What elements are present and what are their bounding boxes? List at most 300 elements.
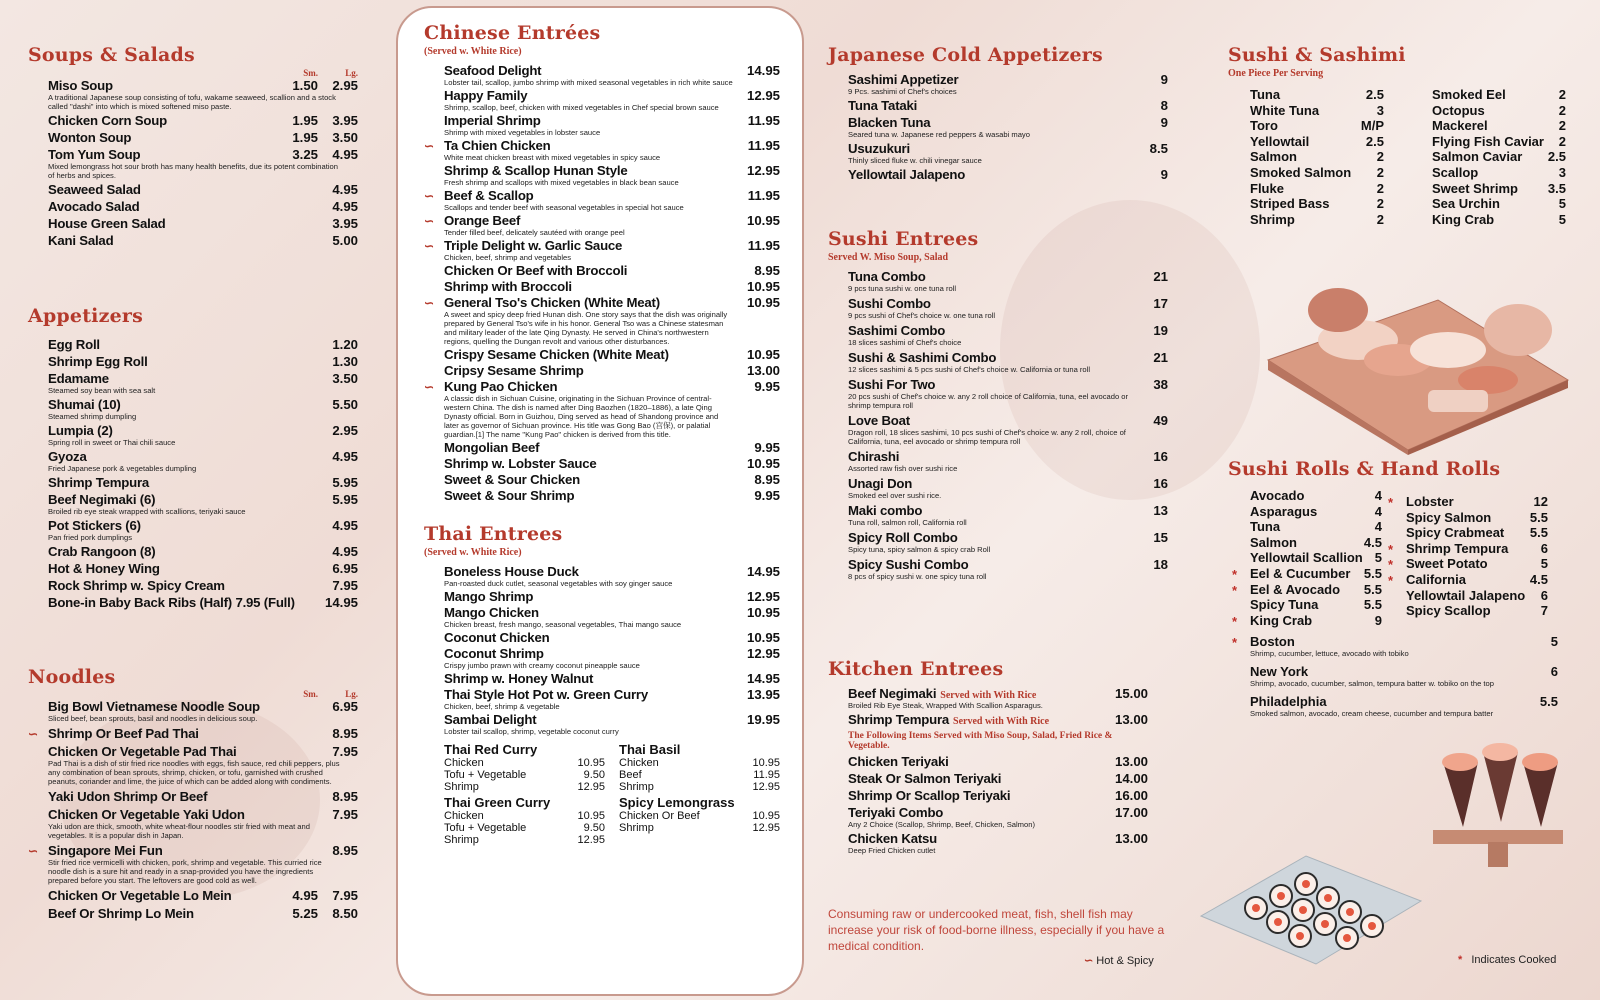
item-row	[444, 605, 780, 620]
grid-item-price: 2	[1376, 196, 1384, 212]
item-name: Sashimi Combo	[848, 323, 946, 338]
item-row	[444, 456, 780, 471]
grid-item	[1432, 118, 1566, 134]
hot-legend-label: Hot & Spicy	[1096, 955, 1154, 967]
item-description: Chicken, beef, shrimp & vegetable	[444, 702, 560, 711]
item-row	[48, 807, 358, 822]
item-row	[848, 323, 1168, 338]
sushi-platter-illustration	[1248, 240, 1578, 455]
item-name: Chirashi	[848, 449, 900, 464]
sub-item-price: 10.95	[752, 810, 780, 822]
item-description: 9 pcs sushi of Chef's choice w. one tuna roll	[848, 311, 996, 320]
price-large: 4.95	[332, 147, 358, 162]
menu-item	[28, 337, 358, 352]
menu-item	[424, 363, 780, 378]
sub-menu-row	[444, 810, 605, 822]
item-description: Pan-roasted duck cutlet, seasonal vegetables with soy ginger sauce	[444, 579, 673, 588]
item-row	[848, 413, 1168, 428]
item-row	[848, 296, 1168, 311]
grid-item-price: 3	[1558, 164, 1566, 180]
grid-item	[1250, 519, 1382, 535]
grid-item-price: 5.5	[1529, 525, 1548, 541]
item-row	[48, 744, 358, 759]
price-large: 7.95	[332, 807, 358, 822]
item-name: House Green Salad	[48, 216, 166, 231]
grid-item	[1432, 103, 1566, 119]
item-price: 14.95	[324, 595, 358, 610]
thai-sub-menu	[444, 742, 605, 793]
item-description: Deep Fried Chicken cutlet	[848, 846, 936, 855]
sub-item-name: Chicken	[619, 757, 659, 769]
price-small: 1.95	[292, 130, 318, 145]
grid-item	[1250, 87, 1384, 103]
sushi-sashimi-section	[1228, 44, 1568, 227]
grid-item	[1432, 149, 1566, 165]
grid-item-name: Eel & Avocado	[1250, 581, 1341, 597]
menu-item	[828, 686, 1148, 710]
item-name: Bone-in Baby Back Ribs (Half) 7.95 (Full)	[48, 595, 295, 610]
grid-item-price: 2	[1558, 118, 1566, 134]
grid-item	[1388, 571, 1548, 588]
grid-item-price: 5	[1374, 550, 1382, 566]
menu-item	[424, 63, 780, 87]
item-name: Shrimp Or Beef Pad Thai	[48, 726, 199, 741]
cooked-legend	[1458, 954, 1556, 966]
menu-item	[828, 350, 1168, 374]
special-roll-row	[1250, 694, 1558, 709]
item-description: Mixed lemongrass hot sour broth has many health benefits, due its potent combination of herbs and spices.	[48, 162, 338, 180]
menu-item	[28, 199, 358, 214]
item-row	[48, 544, 358, 559]
hot-spicy-icon: ∽	[28, 727, 39, 741]
item-price: 9.95	[754, 488, 780, 503]
special-roll-description: Smoked salmon, avocado, cream cheese, cucumber and tempura batter	[1250, 709, 1494, 719]
grid-item	[1232, 581, 1382, 598]
item-row	[48, 789, 358, 804]
grid-item-name: Lobster	[1406, 494, 1454, 509]
menu-item	[828, 167, 1168, 182]
grid-item	[1250, 103, 1384, 119]
hot-spicy-icon: ∽	[424, 380, 435, 394]
section-title: Kitchen Entrees	[828, 658, 1004, 680]
thai-sub-menu	[444, 795, 605, 846]
special-roll-price: 5	[1550, 634, 1558, 650]
item-price: 4.95	[332, 544, 358, 559]
sub-item-price: 11.95	[753, 769, 780, 781]
price-small: 3.25	[292, 147, 318, 162]
item-name: Pot Stickers (6)	[48, 518, 141, 533]
grid-item-name: Fluke	[1250, 180, 1284, 196]
item-name: Blacken Tuna	[848, 115, 931, 130]
item-price: 7.95	[332, 578, 358, 593]
item-name: Shrimp w. Lobster Sauce	[444, 456, 597, 471]
grid-item	[1250, 181, 1384, 197]
special-roll-row	[1250, 664, 1558, 679]
item-name: Shrimp w. Honey Walnut	[444, 671, 594, 686]
item-row	[848, 712, 1148, 727]
item-price: 16	[1153, 476, 1168, 491]
grid-item	[1406, 588, 1548, 604]
sub-item-name: Beef	[619, 769, 642, 781]
item-price: 9.95	[754, 379, 780, 394]
price-large: 3.95	[332, 216, 358, 231]
item-name: Hot & Honey Wing	[48, 561, 160, 576]
item-description: Sliced beef, bean sprouts, basil and noodles in delicious soup.	[48, 714, 258, 723]
sushi-entrees-section	[828, 228, 1168, 584]
item-price: 13.00	[1114, 754, 1148, 769]
special-roll-name: New York	[1250, 664, 1309, 680]
item-name: Mango Shrimp	[444, 589, 534, 604]
grid-item-name: Avocado	[1250, 488, 1305, 503]
item-row	[848, 503, 1168, 518]
menu-item	[28, 726, 358, 741]
item-row	[48, 233, 358, 248]
price-large: 5.00	[332, 233, 358, 248]
item-name: Beef Or Shrimp Lo Mein	[48, 906, 194, 921]
section-title: Thai Entrees	[424, 523, 563, 545]
grid-item-price: 5.5	[1363, 597, 1382, 613]
sub-item-price: 9.50	[583, 822, 605, 834]
grid-item-price: 5.5	[1363, 581, 1382, 597]
sub-menu-row	[619, 822, 780, 834]
item-description: Lobster tail scallop, shrimp, vegetable coconut curry	[444, 727, 619, 736]
rolls-right	[1388, 488, 1548, 628]
item-name: General Tso's Chicken (White Meat)	[444, 295, 660, 310]
item-name: Triple Delight w. Garlic Sauce	[444, 238, 623, 253]
item-description: Any 2 Choice (Scallop, Shrimp, Beef, Chicken, Salmon)	[848, 820, 1035, 829]
item-name: Edamame	[48, 371, 109, 386]
thai-sub-menus	[424, 742, 780, 846]
item-row	[444, 88, 780, 103]
item-name: Big Bowl Vietnamese Noodle Soup	[48, 699, 260, 714]
item-name: Teriyaki Combo	[848, 805, 944, 820]
sub-item-price: 12.95	[577, 781, 605, 793]
menu-item	[28, 744, 358, 786]
item-name: Avocado Salad	[48, 199, 140, 214]
item-name: Sushi Combo	[848, 296, 931, 311]
menu-item	[828, 712, 1148, 727]
grid-item	[1432, 196, 1566, 212]
soups-section	[28, 44, 358, 250]
menu-item	[28, 888, 358, 903]
menu-item	[828, 449, 1168, 473]
item-price: 13.00	[1114, 831, 1148, 846]
item-row	[48, 843, 358, 858]
item-name: Usuzukuri	[848, 141, 910, 156]
menu-item	[28, 113, 358, 128]
appetizers-list	[28, 337, 358, 610]
grid-item	[1250, 118, 1384, 134]
size-header	[28, 689, 358, 699]
item-row	[444, 687, 780, 702]
item-description: 8 pcs of spicy sushi w. one spicy tuna roll	[848, 572, 987, 581]
item-name: Sushi For Two	[848, 377, 936, 392]
price-large: 7.95	[332, 888, 358, 903]
grid-item	[1232, 612, 1382, 629]
item-row	[48, 337, 358, 352]
item-name: Sweet & Sour Shrimp	[444, 488, 575, 503]
hot-spicy-icon: ∽	[424, 214, 435, 228]
price-large: 3.50	[332, 130, 358, 145]
sub-menu-title: Thai Basil	[619, 742, 681, 757]
item-price: 13.00	[746, 363, 780, 378]
star-icon: *	[1232, 635, 1238, 651]
item-name: Chicken Or Vegetable Pad Thai	[48, 744, 237, 759]
sub-item-price: 10.95	[577, 810, 605, 822]
grid-item-name: Salmon	[1250, 534, 1297, 550]
grid-item-name: Shrimp	[1250, 211, 1295, 227]
price-large: 7.95	[332, 744, 358, 759]
grid-item-name: Striped Bass	[1250, 196, 1330, 212]
item-row	[444, 238, 780, 253]
item-price: 5.95	[332, 475, 358, 490]
item-row	[444, 630, 780, 645]
special-roll-description: Shrimp, cucumber, lettuce, avocado with tobiko	[1250, 649, 1409, 659]
menu-item	[828, 503, 1168, 527]
grid-item	[1232, 565, 1382, 582]
item-description: White meat chicken breast with mixed vegetables in spicy sauce	[444, 153, 661, 162]
item-description: Tuna roll, salmon roll, California roll	[848, 518, 967, 527]
item-description: Chicken breast, fresh mango, seasonal vegetables, Thai mango sauce	[444, 620, 682, 629]
menu-item	[828, 115, 1168, 139]
grid-item-name: California	[1406, 571, 1466, 587]
grid-item-name: Asparagus	[1250, 503, 1318, 519]
item-name: Beef Negimaki	[848, 686, 937, 701]
menu-item	[424, 295, 780, 346]
item-price: 10.95	[746, 605, 780, 620]
item-row	[444, 712, 780, 727]
menu-item	[28, 595, 358, 610]
menu-item	[828, 530, 1168, 554]
item-price: 17.00	[1114, 805, 1148, 820]
item-price: 12.95	[746, 88, 780, 103]
sub-item-price: 10.95	[577, 757, 605, 769]
item-price: 5.95	[332, 492, 358, 507]
item-price: 2.95	[332, 423, 358, 438]
item-name: Maki combo	[848, 503, 923, 518]
grid-item	[1250, 165, 1384, 181]
hot-legend	[1084, 954, 1154, 967]
star-icon: *	[1458, 954, 1463, 966]
item-name: Mango Chicken	[444, 605, 539, 620]
item-name: Shrimp Or Scallop Teriyaki	[848, 788, 1011, 803]
small-header: Sm.	[303, 689, 318, 699]
grid-item-price: 2	[1376, 164, 1384, 180]
menu-item	[424, 213, 780, 237]
grid-item-name: White Tuna	[1250, 102, 1320, 118]
item-row	[444, 440, 780, 455]
item-name: Shrimp Tempura	[48, 475, 150, 490]
item-description: Fresh shrimp and scallops with mixed vegetables in black bean sauce	[444, 178, 679, 187]
rolls-section	[1228, 458, 1568, 718]
item-row	[848, 557, 1168, 572]
item-row	[848, 269, 1168, 284]
grid-item-price: 2	[1558, 133, 1566, 149]
item-name: Yaki Udon Shrimp Or Beef	[48, 789, 208, 804]
grid-item	[1250, 212, 1384, 228]
item-description: 12 slices sashimi & 5 pcs sushi of Chef's choice w. California or tuna roll	[848, 365, 1091, 374]
menu-item	[828, 831, 1148, 855]
item-price: 9	[1160, 72, 1168, 87]
item-name: Love Boat	[848, 413, 910, 428]
menu-item	[828, 141, 1168, 165]
menu-item	[424, 646, 780, 670]
item-tag: Served with With Rice	[953, 716, 1050, 727]
section-title: Chinese Entrées	[424, 22, 601, 44]
item-row	[48, 78, 358, 93]
item-price: 16	[1153, 449, 1168, 464]
grid-item-price: 4.5	[1529, 571, 1548, 587]
hand-rolls-illustration	[1423, 732, 1573, 867]
grid-item-name: Spicy Salmon	[1406, 509, 1492, 525]
section-subtitle: Served W. Miso Soup, Salad	[828, 252, 949, 263]
item-row	[48, 906, 358, 921]
item-row	[48, 561, 358, 576]
item-price: 8	[1160, 98, 1168, 113]
hot-spicy-icon: ∽	[28, 844, 39, 858]
japanese-cold-section	[828, 44, 1168, 184]
item-name: Kani Salad	[48, 233, 114, 248]
sub-menu-row	[444, 834, 605, 846]
menu-item	[828, 771, 1148, 786]
item-price: 4.95	[332, 518, 358, 533]
price-large: 2.95	[332, 78, 358, 93]
japanese-cold-list	[828, 72, 1168, 182]
grid-item-name: Octopus	[1432, 102, 1485, 118]
item-row	[48, 726, 358, 741]
item-description: Steamed soy bean with sea salt	[48, 386, 156, 395]
item-description: Seared tuna w. Japanese red peppers & wasabi mayo	[848, 130, 1030, 139]
grid-item	[1432, 181, 1566, 197]
item-description: Fried Japanese pork & vegetables dumpling	[48, 464, 197, 473]
item-description: 18 slices sashimi of Chef's choice	[848, 338, 962, 347]
menu-item	[424, 163, 780, 187]
special-roll-description: Shrimp, avocado, cucumber, salmon, tempura batter w. tobiko on the top	[1250, 679, 1494, 689]
grid-item-price: 2	[1376, 149, 1384, 165]
item-name: Orange Beef	[444, 213, 521, 228]
special-roll-price: 5.5	[1539, 694, 1558, 710]
item-price: 18	[1153, 557, 1168, 572]
item-row	[48, 147, 358, 162]
sub-menu-row	[444, 822, 605, 834]
item-row	[48, 113, 358, 128]
grid-item-price: 5	[1558, 196, 1566, 212]
menu-item	[828, 72, 1168, 96]
grid-item-name: Yellowtail Scallion	[1250, 550, 1363, 566]
item-name: Sweet & Sour Chicken	[444, 472, 580, 487]
item-description: 9 Pcs. sashimi of Chef's choices	[848, 87, 957, 96]
sub-item-name: Shrimp	[444, 781, 479, 793]
item-row	[444, 163, 780, 178]
item-price: 4.95	[332, 449, 358, 464]
item-name: Beef & Scallop	[444, 188, 534, 203]
menu-item	[424, 379, 780, 439]
item-description: 9 pcs tuna sushi w. one tuna roll	[848, 284, 957, 293]
grid-item-name: Salmon Caviar	[1432, 149, 1523, 165]
item-row	[848, 350, 1168, 365]
sub-item-price: 9.50	[583, 769, 605, 781]
item-price: 8.95	[754, 472, 780, 487]
rolls-left	[1232, 488, 1382, 629]
menu-item	[828, 805, 1148, 829]
item-description: A traditional Japanese soup consisting of tofu, wakame seaweed, scallion and a stock called "dashi" into which is mixed softened miso paste.	[48, 93, 336, 111]
item-price: 14.95	[746, 564, 780, 579]
item-row	[848, 476, 1168, 491]
grid-item-price: 12	[1533, 494, 1548, 509]
menu-item	[424, 605, 780, 629]
section-subtitle: One Piece Per Serving	[1228, 68, 1324, 79]
item-name: Imperial Shrimp	[444, 113, 541, 128]
item-row	[444, 363, 780, 378]
grid-item-name: Flying Fish Caviar	[1432, 133, 1544, 149]
item-row	[848, 98, 1168, 113]
item-description: Spring roll in sweet or Thai chili sauce	[48, 438, 176, 447]
sub-item-price: 12.95	[577, 834, 605, 846]
sub-item-price: 10.95	[752, 757, 780, 769]
item-name: Chicken Or Vegetable Yaki Udon	[48, 807, 245, 822]
item-row	[48, 130, 358, 145]
item-row	[48, 354, 358, 369]
item-name: Sushi & Sashimi Combo	[848, 350, 997, 365]
item-row	[48, 888, 358, 903]
grid-item	[1406, 525, 1548, 541]
grid-item	[1406, 603, 1548, 619]
menu-item	[28, 182, 358, 197]
soups-list	[28, 78, 358, 248]
hand-rolls-image	[1423, 732, 1573, 867]
menu-item	[828, 754, 1148, 769]
item-price: 38	[1153, 377, 1168, 392]
item-price: 5.50	[332, 397, 358, 412]
item-price: 8.5	[1149, 141, 1168, 156]
item-description: Scallops and tender beef with seasonal vegetables in special hot sauce	[444, 203, 684, 212]
grid-item-price: 4	[1374, 503, 1382, 519]
menu-item	[28, 130, 358, 145]
section-subtitle: (Served w. White Rice)	[424, 547, 522, 558]
sub-item-name: Chicken	[444, 757, 484, 769]
thai-list	[424, 564, 780, 736]
item-description: Pad Thai is a dish of stir fried rice noodles with eggs, fish sauce, red chili peppers, plus any combination of bean sprouts, shrimp, chicken, or tofu, garnished with crushed peanuts, coriander and lime, the juice of which can be added along with condiments.	[48, 759, 340, 786]
grid-item-price: 2	[1558, 102, 1566, 118]
item-name: Coconut Chicken	[444, 630, 550, 645]
price-large: 8.95	[332, 843, 358, 858]
grid-item-name: Shrimp Tempura	[1406, 540, 1509, 556]
item-description: Shrimp with mixed vegetables in lobster sauce	[444, 128, 601, 137]
item-name: Sambai Delight	[444, 712, 537, 727]
item-row	[48, 199, 358, 214]
grid-item-name: Smoked Salmon	[1250, 164, 1352, 180]
sushi-sashimi-right	[1432, 87, 1566, 227]
menu-item	[424, 589, 780, 604]
item-row	[444, 671, 780, 686]
item-row	[444, 213, 780, 228]
column-japanese	[828, 0, 1178, 1000]
sushi-sashimi-left	[1250, 87, 1384, 227]
item-name: Shrimp with Broccoli	[444, 279, 572, 294]
menu-item	[424, 238, 780, 262]
sub-menu-row	[444, 757, 605, 769]
item-row	[48, 423, 358, 438]
item-description: Thinly sliced fluke w. chili vinegar sauce	[848, 156, 982, 165]
item-row	[48, 518, 358, 533]
item-price: 12.95	[746, 646, 780, 661]
menu-item	[424, 456, 780, 471]
item-row	[48, 216, 358, 231]
hot-spicy-icon: ∽	[424, 189, 435, 203]
kitchen-list-a	[828, 686, 1148, 727]
grid-item-price: 3.5	[1547, 180, 1566, 196]
item-name: Cripsy Sesame Shrimp	[444, 363, 584, 378]
